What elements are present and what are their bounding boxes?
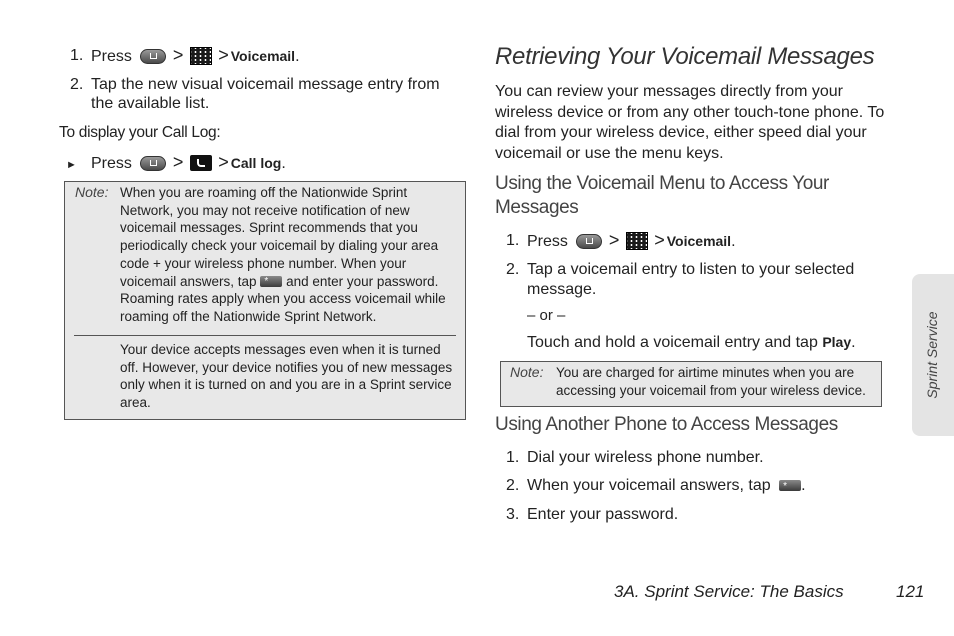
right-note-box [500, 361, 882, 407]
section-heading-voicemail-menu: Using the Voicemail Menu to Access Your Messages [495, 173, 829, 218]
or-separator: – or – [527, 307, 566, 324]
note-para-1: When you are roaming off the Nationwide Sprint Network, you may not receive notification of new voicemail messages. Sprint recommends that you periodically check your voicemail by dialing your area code + your wireless phone number. When your voicemail answers, tap * and enter your password. Roaming rates apply when you access voicemail while roaming off the Nationwide Sprint Network. [120, 184, 460, 326]
star-key-icon [779, 480, 801, 491]
section-heading-another-phone: Using Another Phone to Access Messages [495, 414, 838, 435]
arrow-icon: > [218, 152, 229, 172]
page-title: Retrieving Your Voicemail Messages [495, 43, 875, 70]
arrow-icon: > [608, 230, 620, 250]
touch-hold-instruction: Touch and hold a voicemail entry and tap Play. [527, 334, 856, 351]
arrow-icon: > [654, 230, 665, 250]
page-number: 121 [896, 582, 925, 601]
arrow-icon: > [172, 45, 184, 65]
chapter-side-tab [912, 274, 954, 436]
main-menu-icon [626, 232, 648, 250]
left-note-box [64, 181, 466, 420]
arrow-icon: > [172, 152, 184, 172]
phone-icon [190, 155, 212, 171]
home-key-icon [576, 234, 602, 249]
note-text: You are charged for airtime minutes when you are accessing your voicemail from your wireless device. [556, 365, 866, 398]
note-divider [74, 335, 456, 336]
voicemail-menu-label: Voicemail [230, 48, 296, 64]
star-key-icon [260, 276, 282, 287]
arrow-icon: > [218, 45, 229, 65]
calllog-intro: To display your Call Log: [59, 124, 221, 141]
play-label: Play [822, 334, 852, 350]
note-label: Note: [75, 184, 109, 200]
voicemail-menu-label: Voicemail [666, 233, 732, 249]
bullet-icon: ► [66, 159, 77, 171]
footer-chapter: 3A. Sprint Service: The Basics [614, 582, 844, 601]
home-key-icon [140, 156, 166, 171]
intro-paragraph: You can review your messages directly from your wireless device or from any other touch-tone phone. To dial from your wireless device, either speed dial your voicemail or use the menu keys. [495, 83, 885, 162]
main-menu-icon [190, 47, 212, 65]
note-label: Note: [510, 364, 544, 380]
note-para-2: Your device accepts messages even when it is turned off. However, your device notifies you of new messages only when it is turned on and you are in a Sprint service area. [120, 342, 453, 411]
side-tab-label: Sprint Service [924, 311, 940, 399]
home-key-icon [140, 49, 166, 64]
call-log-label: Call log [230, 155, 282, 171]
